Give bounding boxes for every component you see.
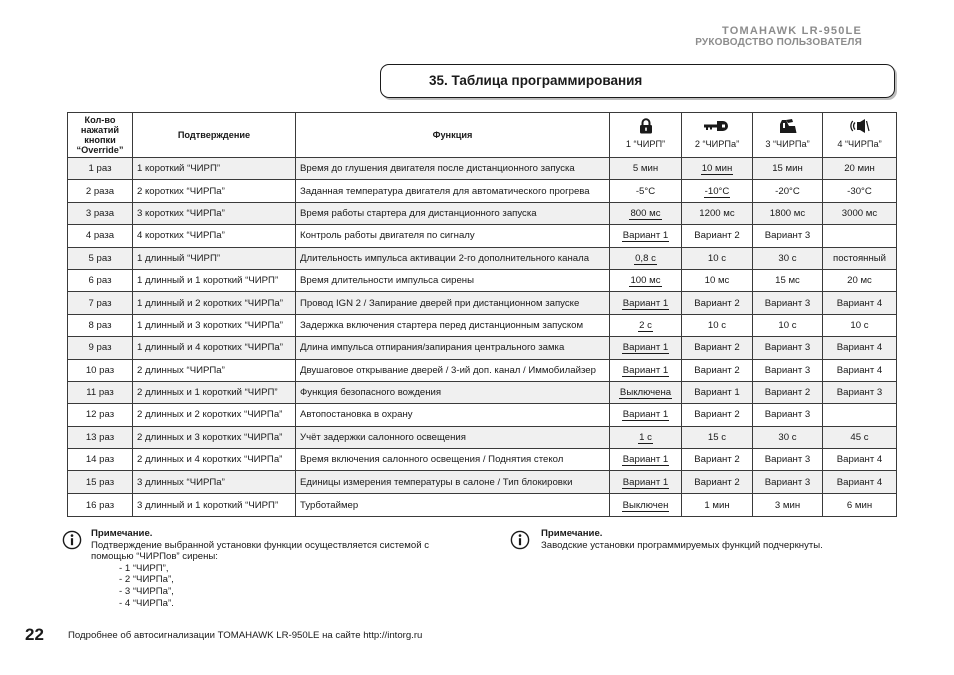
value: Вариант 3 xyxy=(764,409,811,421)
info-icon xyxy=(510,530,530,550)
value: Вариант 3 xyxy=(764,342,811,354)
table-row xyxy=(68,449,896,471)
value: 15 мин xyxy=(772,163,803,175)
cell-confirmation: 3 длинных “ЧИРПа” xyxy=(133,471,296,493)
header-code-1 xyxy=(610,113,682,158)
value: 20 мс xyxy=(847,275,872,287)
cell-press-count: 13 раз xyxy=(68,427,133,449)
note-1-item: - 1 “ЧИРП”, xyxy=(119,562,169,574)
cell-function: Контроль работы двигателя по сигналу xyxy=(296,225,610,247)
siren-icon xyxy=(850,118,870,134)
table-row xyxy=(68,158,896,180)
header-confirmation: Подтверждение xyxy=(133,113,296,158)
footer-text: Подробнее об автосигнализации TOMAHAWK LR-950LE на сайте http://intorg.ru xyxy=(68,630,423,641)
cell-value-option-2 xyxy=(682,449,753,471)
default-value: 1 с xyxy=(639,431,652,443)
cell-function: Длительность импульса активации 2-го дополнительного канала xyxy=(296,248,610,270)
note-1-line: Подтверждение выбранной установки функции осуществляется системой с xyxy=(91,539,430,551)
header-code-3 xyxy=(753,113,823,158)
cell-value-option-2 xyxy=(682,494,753,516)
cell-value-option-1 xyxy=(610,471,682,493)
cell-value-option-1 xyxy=(610,404,682,426)
cell-function: Время до глушения двигателя после дистанционного запуска xyxy=(296,158,610,180)
programming-table xyxy=(67,112,897,517)
cell-value-option-3 xyxy=(753,449,823,471)
cell-function: Время длительности импульса сирены xyxy=(296,270,610,292)
cell-press-count: 10 раз xyxy=(68,360,133,382)
value: -30°C xyxy=(847,185,872,197)
brand-subtitle: РУКОВОДСТВО ПОЛЬЗОВАТЕЛЯ xyxy=(695,37,862,48)
note-1-title: Примечание. xyxy=(91,528,153,539)
table-header-row xyxy=(68,113,896,158)
value: 10 с xyxy=(707,252,727,264)
default-value: Вариант 1 xyxy=(622,409,669,421)
cell-value-option-4 xyxy=(823,180,896,202)
cell-value-option-3 xyxy=(753,494,823,516)
cell-value-option-4 xyxy=(823,337,896,359)
brand-model: TOMAHAWK LR-950LE xyxy=(722,25,862,37)
value: Вариант 4 xyxy=(836,454,883,466)
cell-value-option-4 xyxy=(823,158,896,180)
cell-confirmation: 1 длинный “ЧИРП” xyxy=(133,248,296,270)
cell-value-option-1 xyxy=(610,449,682,471)
default-value: Вариант 1 xyxy=(622,476,669,488)
cell-press-count: 3 раза xyxy=(68,203,133,225)
cell-value-option-1 xyxy=(610,270,682,292)
value: Вариант 2 xyxy=(694,297,740,309)
value: Вариант 2 xyxy=(694,409,740,421)
cell-value-option-3 xyxy=(753,248,823,270)
default-value: 800 мс xyxy=(630,207,661,219)
note-1-item: - 4 “ЧИРПа”. xyxy=(119,597,174,609)
cell-value-option-3 xyxy=(753,292,823,314)
note-confirmation xyxy=(62,528,472,609)
note-2-title: Примечание. xyxy=(541,528,603,539)
cell-value-option-1 xyxy=(610,337,682,359)
value: Вариант 3 xyxy=(764,476,811,488)
value: Вариант 3 xyxy=(764,297,811,309)
cell-value-option-2 xyxy=(682,382,753,404)
value: Вариант 2 xyxy=(694,454,740,466)
value: -20°C xyxy=(775,185,800,197)
cell-press-count: 12 раз xyxy=(68,404,133,426)
code-4-label: 4 “ЧИРПа” xyxy=(837,139,882,149)
cell-value-option-2 xyxy=(682,427,753,449)
cell-press-count: 6 раз xyxy=(68,270,133,292)
cell-value-option-1 xyxy=(610,382,682,404)
cell-function: Учёт задержки салонного освещения xyxy=(296,427,610,449)
cell-confirmation: 1 короткий “ЧИРП” xyxy=(133,158,296,180)
cell-confirmation: 2 длинных и 1 короткий “ЧИРП” xyxy=(133,382,296,404)
cell-value-option-2 xyxy=(682,471,753,493)
cell-value-option-4 xyxy=(823,471,896,493)
section-title: 35. Таблица программирования xyxy=(429,73,643,88)
table-row xyxy=(68,427,896,449)
cell-press-count: 11 раз xyxy=(68,382,133,404)
cell-confirmation: 2 длинных “ЧИРПа” xyxy=(133,360,296,382)
value: Вариант 3 xyxy=(836,387,883,399)
value: 1800 мс xyxy=(769,207,806,219)
note-2-text: Заводские установки программируемых функций подчеркнуты. xyxy=(541,539,823,551)
cell-function: Время работы стартера для дистанционного запуска xyxy=(296,203,610,225)
cell-confirmation: 3 коротких “ЧИРПа” xyxy=(133,203,296,225)
default-value: -10°C xyxy=(704,185,730,197)
value: Вариант 4 xyxy=(836,476,883,488)
header-code-2 xyxy=(682,113,753,158)
cell-value-option-2 xyxy=(682,360,753,382)
cell-value-option-2 xyxy=(682,225,753,247)
value: -5°C xyxy=(635,185,656,197)
value: 30 с xyxy=(778,431,797,443)
cell-function: Турботаймер xyxy=(296,494,610,516)
cell-value-option-4 xyxy=(823,360,896,382)
cell-value-option-4 xyxy=(823,449,896,471)
cell-value-option-1 xyxy=(610,292,682,314)
note-1-item: - 2 “ЧИРПа”, xyxy=(119,574,174,586)
header-count-line: “Override” xyxy=(76,145,124,155)
value: Вариант 2 xyxy=(694,364,740,376)
cell-press-count: 14 раз xyxy=(68,449,133,471)
cell-function: Единицы измерения температуры в салоне / Тип блокировки xyxy=(296,471,610,493)
cell-confirmation: 1 длинный и 3 коротких “ЧИРПа” xyxy=(133,315,296,337)
value: 5 мин xyxy=(632,163,659,175)
table-row xyxy=(68,270,896,292)
value: Вариант 3 xyxy=(764,364,811,376)
cell-value-option-3 xyxy=(753,315,823,337)
cell-function: Провод IGN 2 / Запирание дверей при дистанционном запуске xyxy=(296,292,610,314)
cell-value-option-4 xyxy=(823,404,896,426)
cell-confirmation: 1 длинный и 2 коротких “ЧИРПа” xyxy=(133,292,296,314)
value: Вариант 2 xyxy=(694,230,740,242)
value: 10 с xyxy=(707,319,727,331)
brand-header xyxy=(695,25,862,49)
cell-value-option-3 xyxy=(753,203,823,225)
default-value: 2 с xyxy=(639,319,652,331)
cell-value-option-1 xyxy=(610,180,682,202)
header-count-line: кнопки xyxy=(84,135,116,145)
cell-function: Автопостановка в охрану xyxy=(296,404,610,426)
cell-confirmation: 4 коротких “ЧИРПа” xyxy=(133,225,296,247)
cell-value-option-4 xyxy=(823,203,896,225)
table-row xyxy=(68,203,896,225)
default-value: Выключен xyxy=(622,499,669,511)
table-row xyxy=(68,471,896,493)
value: 10 мс xyxy=(704,275,730,287)
code-2-label: 2 “ЧИРПа” xyxy=(694,139,740,149)
table-row xyxy=(68,382,896,404)
table-row xyxy=(68,180,896,202)
cell-press-count: 5 раз xyxy=(68,248,133,270)
default-value: Выключена xyxy=(619,387,672,399)
cell-value-option-4 xyxy=(823,315,896,337)
cell-value-option-2 xyxy=(682,248,753,270)
table-row xyxy=(68,360,896,382)
table-row xyxy=(68,225,896,247)
cell-value-option-1 xyxy=(610,427,682,449)
cell-value-option-4 xyxy=(823,494,896,516)
cell-value-option-1 xyxy=(610,494,682,516)
cell-confirmation: 1 длинный и 4 коротких “ЧИРПа” xyxy=(133,337,296,359)
default-value: Вариант 1 xyxy=(622,342,669,354)
value: 20 мин xyxy=(844,163,875,175)
value: Вариант 2 xyxy=(694,476,740,488)
value: Вариант 3 xyxy=(764,230,811,242)
cell-function: Длина импульса отпирания/запирания центрального замка xyxy=(296,337,610,359)
cell-value-option-2 xyxy=(682,315,753,337)
cell-press-count: 15 раз xyxy=(68,471,133,493)
cell-value-option-3 xyxy=(753,337,823,359)
value: 10 с xyxy=(778,319,797,331)
default-value: 100 мс xyxy=(630,275,661,287)
cell-press-count: 9 раз xyxy=(68,337,133,359)
cell-value-option-2 xyxy=(682,337,753,359)
cell-value-option-1 xyxy=(610,248,682,270)
value: 10 с xyxy=(850,319,869,331)
code-3-label: 3 “ЧИРПа” xyxy=(765,139,810,149)
cell-value-option-2 xyxy=(682,203,753,225)
cell-value-option-2 xyxy=(682,180,753,202)
cell-function: Задержка включения стартера перед дистанционным запуском xyxy=(296,315,610,337)
cell-value-option-2 xyxy=(682,158,753,180)
cell-value-option-1 xyxy=(610,315,682,337)
value: 1200 мс xyxy=(699,207,735,219)
value: Вариант 4 xyxy=(836,342,883,354)
value: постоянный xyxy=(833,252,886,264)
cell-value-option-3 xyxy=(753,225,823,247)
default-value: Вариант 1 xyxy=(622,364,669,376)
cell-value-option-4 xyxy=(823,270,896,292)
table-row xyxy=(68,404,896,426)
cell-press-count: 2 раза xyxy=(68,180,133,202)
cell-confirmation: 1 длинный и 1 короткий “ЧИРП” xyxy=(133,270,296,292)
default-value: Вариант 1 xyxy=(622,230,669,242)
cell-value-option-3 xyxy=(753,180,823,202)
table-row xyxy=(68,494,896,516)
default-value: Вариант 1 xyxy=(622,454,669,466)
note-1-item: - 3 “ЧИРПа”, xyxy=(119,585,174,597)
value: 1 мин xyxy=(704,499,730,511)
cell-function: Заданная температура двигателя для автоматического прогрева xyxy=(296,180,610,202)
cell-press-count: 8 раз xyxy=(68,315,133,337)
table-row xyxy=(68,248,896,270)
default-value: 10 мин xyxy=(701,163,733,175)
key-icon xyxy=(703,118,731,134)
table-row xyxy=(68,292,896,314)
value: Вариант 2 xyxy=(694,342,740,354)
note-factory-defaults xyxy=(510,528,870,551)
cell-confirmation: 2 коротких “ЧИРПа” xyxy=(133,180,296,202)
page-number: 22 xyxy=(25,625,44,644)
value: Вариант 1 xyxy=(694,387,740,399)
cell-value-option-1 xyxy=(610,203,682,225)
value: Вариант 4 xyxy=(836,297,883,309)
value: 15 мс xyxy=(775,275,800,287)
cell-value-option-4 xyxy=(823,248,896,270)
cell-value-option-2 xyxy=(682,404,753,426)
cell-confirmation: 2 длинных и 3 коротких “ЧИРПа” xyxy=(133,427,296,449)
code-1-label: 1 “ЧИРП” xyxy=(625,139,666,149)
default-value: 0,8 с xyxy=(635,252,656,264)
cell-function: Двушаговое открывание дверей / 3-ий доп. канал / Иммобилайзер xyxy=(296,360,610,382)
cell-value-option-1 xyxy=(610,225,682,247)
value: 15 с xyxy=(707,431,727,443)
cell-value-option-4 xyxy=(823,427,896,449)
cell-value-option-1 xyxy=(610,158,682,180)
header-function: Функция xyxy=(296,113,610,158)
info-icon xyxy=(62,530,82,550)
cell-value-option-3 xyxy=(753,270,823,292)
cell-value-option-3 xyxy=(753,471,823,493)
cell-function: Функция безопасного вождения xyxy=(296,382,610,404)
value: 3000 мс xyxy=(841,207,878,219)
header-code-4 xyxy=(823,113,896,158)
value: 3 мин xyxy=(774,499,801,511)
cell-value-option-1 xyxy=(610,360,682,382)
section-title-box xyxy=(380,64,895,98)
table-row xyxy=(68,315,896,337)
value: Вариант 3 xyxy=(764,454,811,466)
cell-value-option-3 xyxy=(753,360,823,382)
cell-press-count: 7 раз xyxy=(68,292,133,314)
header-press-count xyxy=(68,113,133,158)
cell-value-option-3 xyxy=(753,427,823,449)
lock-icon xyxy=(639,118,653,134)
default-value: Вариант 1 xyxy=(622,297,669,309)
value: Вариант 4 xyxy=(836,364,883,376)
cell-confirmation: 2 длинных и 4 коротких “ЧИРПа” xyxy=(133,449,296,471)
cell-press-count: 4 раза xyxy=(68,225,133,247)
cell-function: Время включения салонного освещения / Поднятия стекол xyxy=(296,449,610,471)
cell-press-count: 16 раз xyxy=(68,494,133,516)
cell-value-option-2 xyxy=(682,292,753,314)
value: 30 с xyxy=(778,252,797,264)
cell-confirmation: 3 длинный и 1 короткий “ЧИРП” xyxy=(133,494,296,516)
cell-value-option-4 xyxy=(823,292,896,314)
cell-press-count: 1 раз xyxy=(68,158,133,180)
value: 6 мин xyxy=(846,499,873,511)
value: 45 с xyxy=(850,431,869,443)
trunk-icon xyxy=(778,118,798,134)
note-1-line: помощью “ЧИРПов” сирены: xyxy=(91,551,218,563)
table-row xyxy=(68,337,896,359)
cell-value-option-4 xyxy=(823,225,896,247)
header-count-line: Кол-во xyxy=(84,115,116,125)
cell-value-option-3 xyxy=(753,382,823,404)
value: Вариант 2 xyxy=(764,387,811,399)
cell-value-option-3 xyxy=(753,158,823,180)
cell-value-option-3 xyxy=(753,404,823,426)
header-count-line: нажатий xyxy=(80,125,120,135)
cell-value-option-4 xyxy=(823,382,896,404)
table-body xyxy=(68,158,896,516)
cell-value-option-2 xyxy=(682,270,753,292)
cell-confirmation: 2 длинных и 2 коротких “ЧИРПа” xyxy=(133,404,296,426)
